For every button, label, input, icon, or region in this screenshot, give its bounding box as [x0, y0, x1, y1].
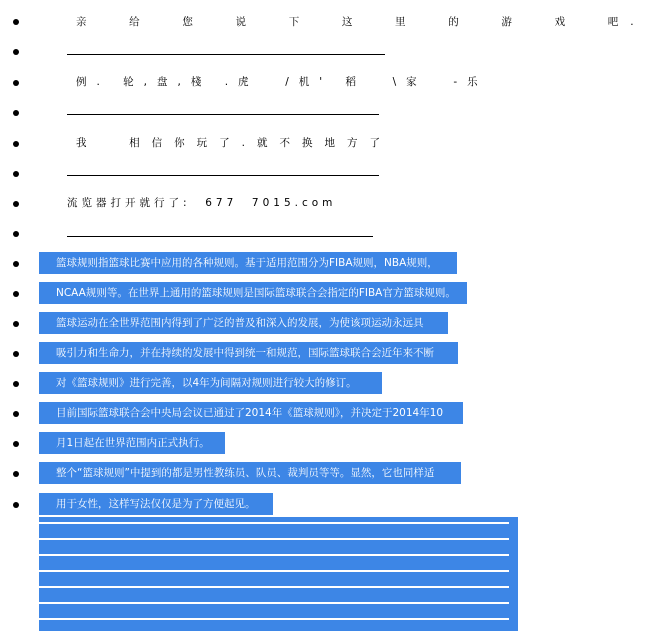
text-line-3: 我 相信你玩了.就不换地方了	[76, 137, 393, 149]
rule-3	[67, 175, 379, 176]
bullet-13	[13, 381, 19, 387]
bullet-16	[13, 471, 19, 477]
rule-1	[67, 54, 385, 55]
separator-line-7	[39, 618, 509, 621]
bullet-6	[13, 171, 19, 177]
separator-line-6	[39, 602, 509, 605]
separator-line-3	[39, 554, 509, 557]
bullet-7	[13, 201, 19, 207]
bullet-9	[13, 261, 19, 267]
bullet-10	[13, 291, 19, 297]
text-line-1: 亲 给 您 说 下 这 里 的 游 戏 吧.	[76, 16, 646, 28]
bullet-5	[13, 141, 19, 147]
bullet-2	[13, 49, 19, 55]
highlight-line-5: 对《篮球规则》进行完善，以4年为间隔对规则进行较大的修订。	[39, 372, 382, 394]
bullet-8	[13, 231, 19, 237]
bullet-12	[13, 351, 19, 357]
bullet-11	[13, 321, 19, 327]
highlight-line-4: 吸引力和生命力，并在持续的发展中得到统一和规范，国际篮球联合会近年来不断	[39, 342, 458, 364]
separator-line-5	[39, 586, 509, 589]
highlight-line-2: NCAA规则等。在世界上通用的篮球规则是国际篮球联合会指定的FIBA官方篮球规则。	[39, 282, 467, 304]
highlight-line-1: 篮球规则指篮球比赛中应用的各种规则。基于适用范围分为FIBA规则，NBA规则，	[39, 252, 457, 274]
bullet-14	[13, 411, 19, 417]
bullet-1	[13, 19, 19, 25]
highlight-line-8: 整个“篮球规则”中提到的都是男性教练员、队员、裁判员等等。显然，它也同样适	[39, 462, 461, 484]
highlight-line-3: 篮球运动在全世界范围内得到了广泛的普及和深入的发展，为使该项运动永远具	[39, 312, 448, 334]
bullet-17	[13, 502, 19, 508]
separator-block	[39, 517, 518, 631]
rule-4	[67, 236, 373, 237]
highlight-line-7: 月1日起在世界范围内正式执行。	[39, 432, 225, 454]
separator-line-2	[39, 538, 509, 541]
bullet-3	[13, 80, 19, 86]
separator-line-4	[39, 570, 509, 573]
text-line-4: 流览器打开就行了: 677 7015.com	[67, 197, 337, 209]
rule-2	[67, 114, 379, 115]
separator-line-1	[39, 522, 509, 525]
highlight-line-6: 目前国际篮球联合会中央局会议已通过了2014年《篮球规则》，并决定于2014年10	[39, 402, 463, 424]
bullet-15	[13, 441, 19, 447]
highlight-line-9: 用于女性，这样写法仅仅是为了方便起见。	[39, 493, 273, 515]
text-line-2: 例. 轮,盘,棧 .虎 /机' 稻 \家 -乐	[76, 76, 488, 88]
bullet-4	[13, 110, 19, 116]
